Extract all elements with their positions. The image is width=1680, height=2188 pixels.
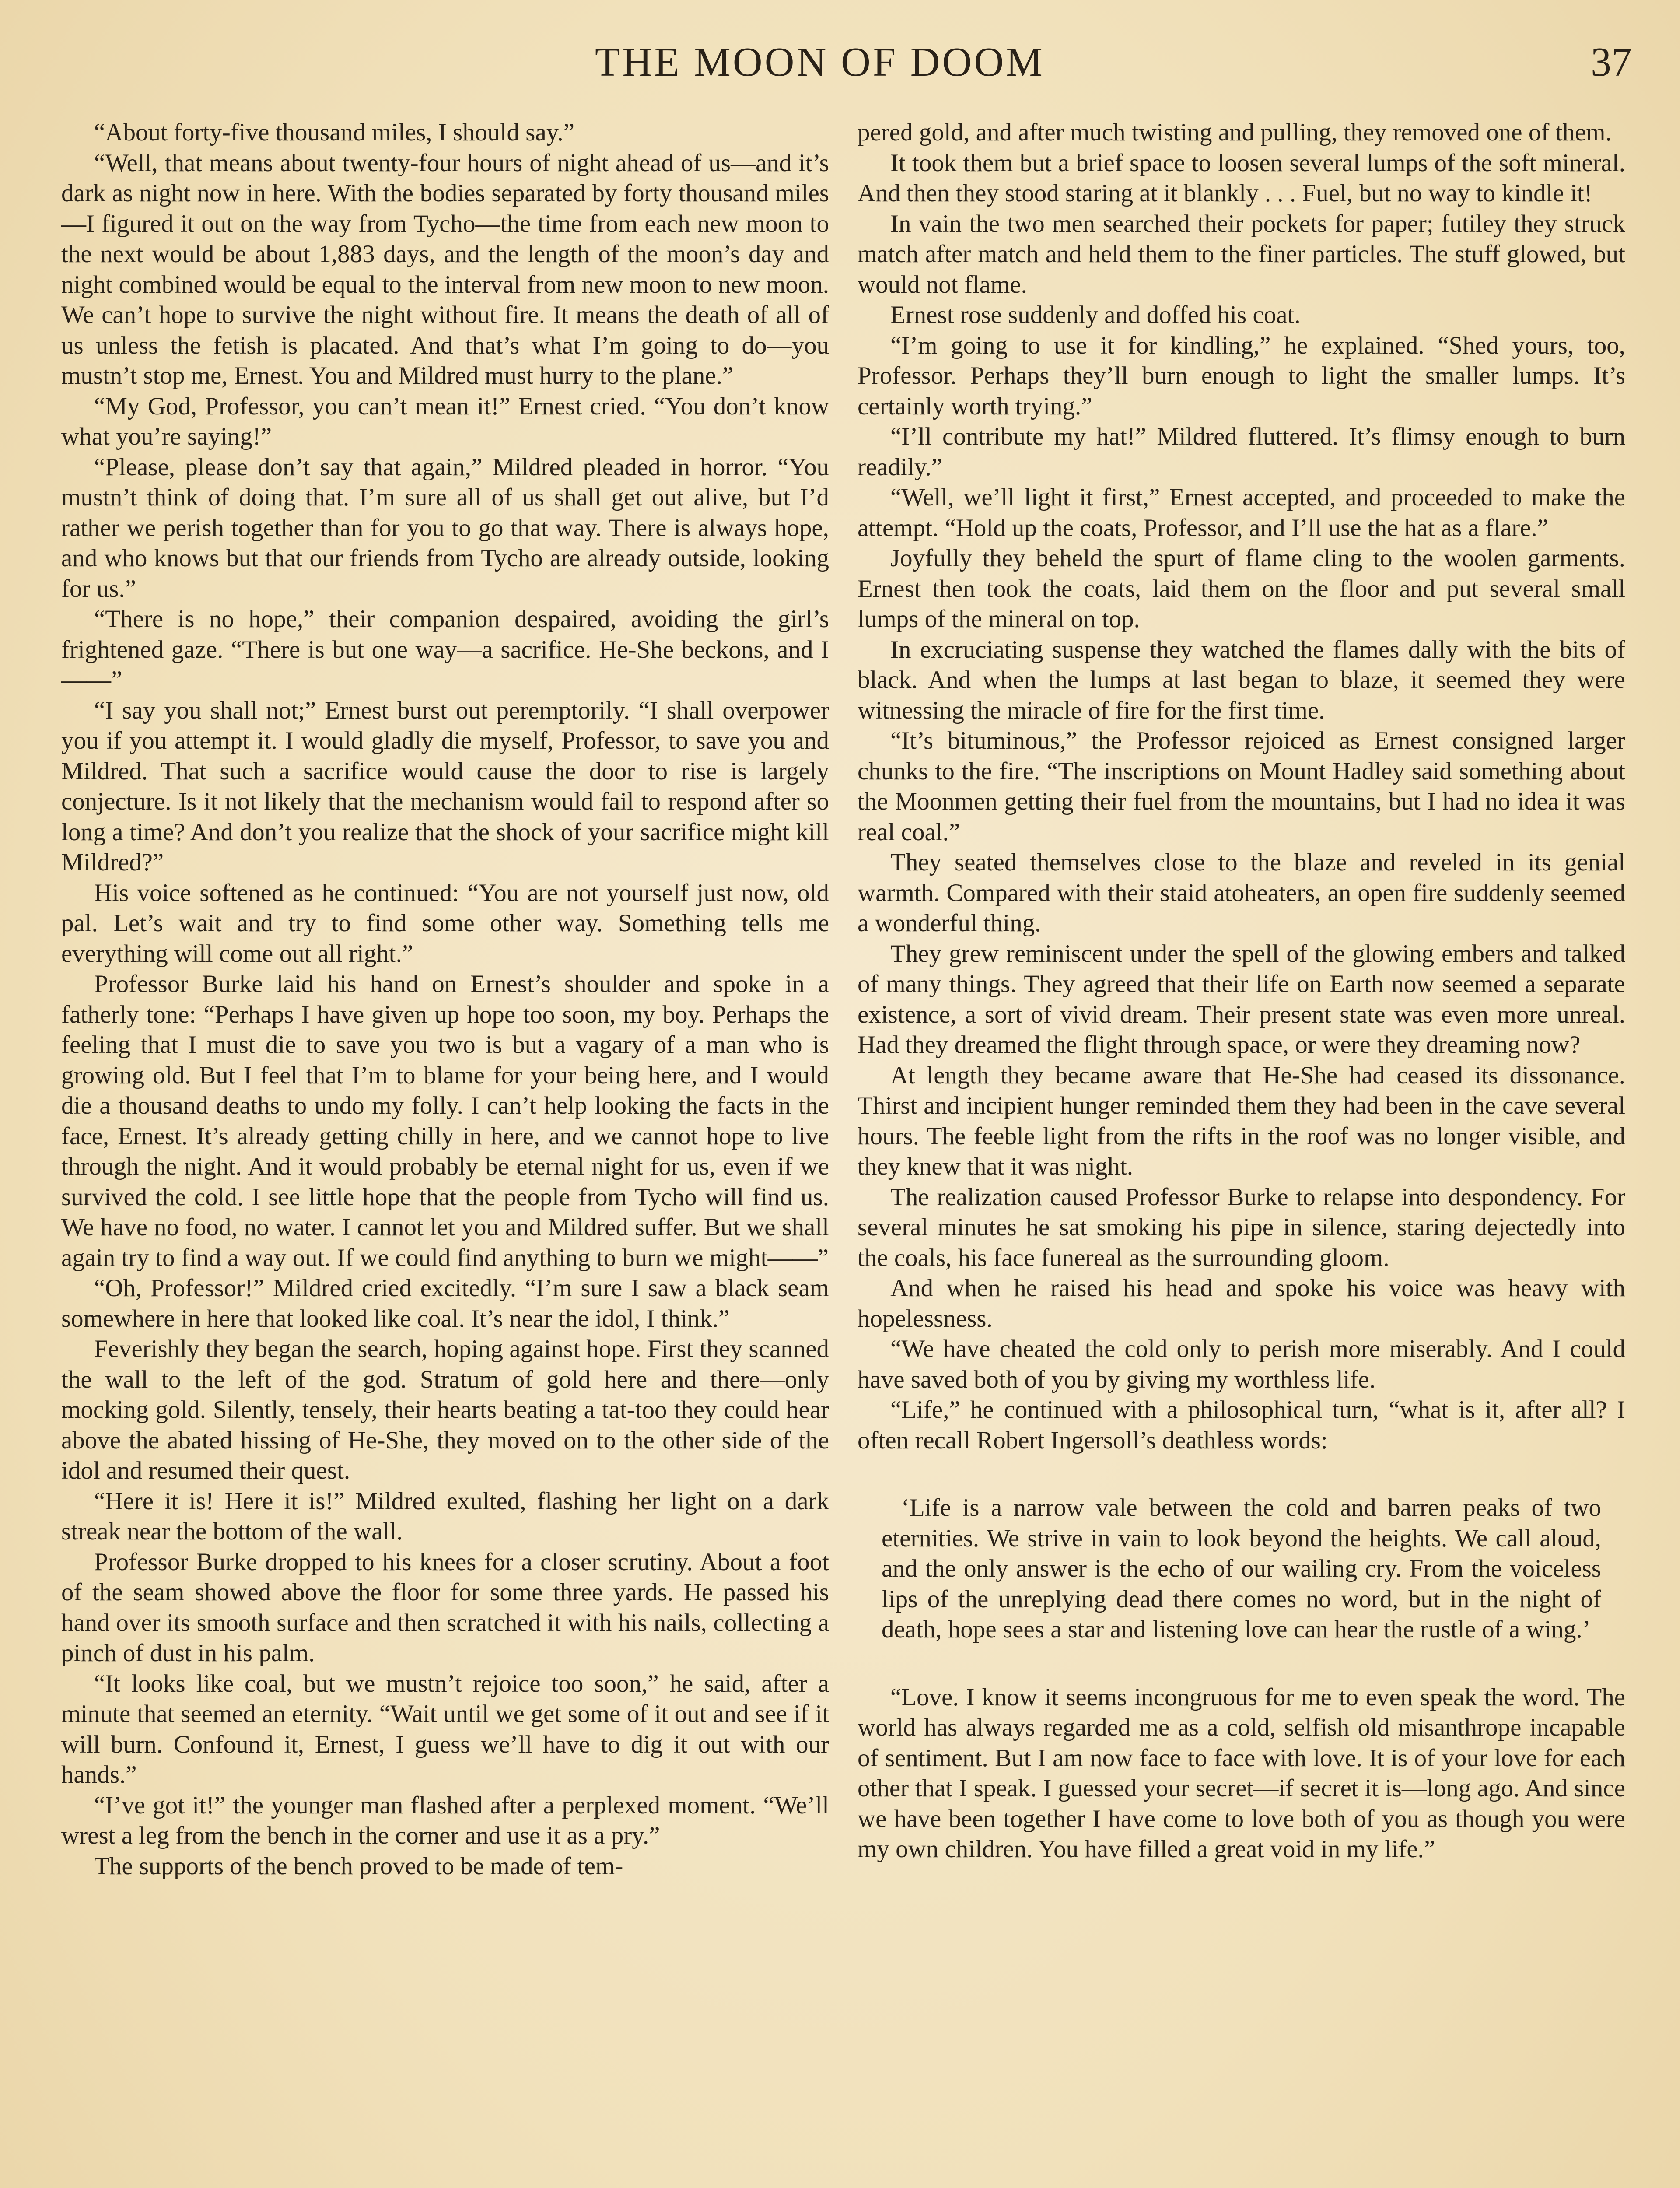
running-head xyxy=(0,34,1680,95)
paragraph: “It’s bituminous,” the Professor rejoiced as Ernest consigned larger chunks to the fire. “The inscriptions on Mount Hadley said something about the Moonmen getting their fuel from the mountains, but I had no idea it was real coal.” xyxy=(858,727,1625,846)
paragraph: And when he raised his head and spoke his voice was heavy with hopelessness. xyxy=(858,1274,1625,1332)
paragraph: Professor Burke dropped to his knees for a closer scrutiny. About a foot of the seam showed above the floor for some three yards. He passed his hand over its smooth surface and then scratched it with his nails, collecting a pinch of dust in his palm. xyxy=(61,1548,829,1667)
paragraph: “Love. I know it seems incongruous for me to even speak the word. The world has always regarded me as a cold, selfish old misanthrope incapable of sentiment. But I am now face to face with love. It is of your love for each other that I speak. I guessed your secret—if secret it is—long ago. And since we have been together I have come to love both of you as though you were my own children. You have filled a great void in my life.” xyxy=(858,1683,1625,1863)
paragraph: The realization caused Professor Burke to relapse into despondency. For several minutes he sat smoking his pipe in silence, staring dejectedly into the coals, his face funereal as the surrounding gloom. xyxy=(858,1183,1625,1272)
paragraph: “I’ve got it!” the younger man flashed after a perplexed moment. “We’ll wrest a leg from the bench in the corner and use it as a pry.” xyxy=(61,1791,829,1849)
paragraph: “Well, that means about twenty-four hours of night ahead of us—and it’s dark as night now in here. With the bodies separated by forty thousand miles—I figured it out on the way from Tycho—the time from each new moon to the next would be about 1,883 days, and the length of the moon’s day and night combined would be equal to the interval from new moon to new moon. We can’t hope to survive the night without fire. It means the death of all of us unless the fetish is placated. And that’s what I’m going to do—you mustn’t stop me, Ernest. You and Mildred must hurry to the plane.” xyxy=(61,149,829,389)
paragraph: “Please, please don’t say that again,” Mildred pleaded in horror. “You mustn’t think of doing that. I’m sure all of us shall get out alive, but I’d rather we perish together than for you to go that way. There is always hope, and who knows but that our friends from Tycho are already outside, looking for us.” xyxy=(61,453,829,603)
paragraph: Ernest rose suddenly and doffed his coat. xyxy=(890,301,1301,329)
paragraph: The supports of the bench proved to be made of tem- xyxy=(94,1852,623,1880)
page-title: THE MOON OF DOOM xyxy=(595,39,1045,85)
paragraph: “We have cheated the cold only to perish more miserably. And I could have saved both of you by giving my worthless life. xyxy=(858,1335,1625,1393)
paragraph: Joyfully they beheld the spurt of flame cling to the woolen garments. Ernest then took the coats, laid them on the floor and put several small lumps of the mineral on top. xyxy=(858,544,1625,633)
page-number: 37 xyxy=(1591,39,1632,85)
paragraph: “Here it is! Here it is!” Mildred exulted, flashing her light on a dark streak near the bottom of the wall. xyxy=(61,1487,829,1545)
paragraph: It took them but a brief space to loosen several lumps of the soft mineral. And then they stood staring at it blankly . . . Fuel, but no way to kindle it! xyxy=(858,149,1625,207)
paragraph: “About forty-five thousand miles, I should say.” xyxy=(94,119,575,146)
paragraph: His voice softened as he continued: “You are not yourself just now, old pal. Let’s wait and try to find some other way. Something tells me everything will come out all right.” xyxy=(61,879,829,968)
paragraph: “Well, we’ll light it first,” Ernest accepted, and proceeded to make the attempt. “Hold up the coats, Professor, and I’ll use the hat as a flare.” xyxy=(858,484,1625,542)
paragraph: “Oh, Professor!” Mildred cried excitedly. “I’m sure I saw a black seam somewhere in here that looked like coal. It’s near the idol, I think.” xyxy=(61,1274,829,1332)
left-column xyxy=(61,117,829,2188)
paragraph: “Life,” he continued with a philosophical turn, “what is it, after all? I often recall Robert Ingersoll’s deathless words: xyxy=(858,1396,1625,1454)
paragraph: They grew reminiscent under the spell of the glowing embers and talked of many things. They agreed that their life on Earth now seemed a separate existence, a sort of vivid dream. Their present state was even more unreal. Had they dreamed the flight through space, or were they dreaming now? xyxy=(858,940,1625,1059)
paragraph: “I’m going to use it for kindling,” he explained. “Shed yours, too, Professor. Perhaps they’ll burn enough to light the smaller lumps. It’s certainly worth trying.” xyxy=(858,331,1625,420)
paragraph: In vain the two men searched their pockets for paper; futiley they struck match after match and held them to the finer particles. The stuff glowed, but would not flame. xyxy=(858,210,1625,298)
paragraph: “I’ll contribute my hat!” Mildred fluttered. It’s flimsy enough to burn readily.” xyxy=(858,423,1625,481)
paragraph: They seated themselves close to the blaze and reveled in its genial warmth. Compared with their staid atoheaters, an open fire suddenly seemed a wonderful thing. xyxy=(858,849,1625,937)
paragraph: pered gold, and after much twisting and pulling, they removed one of them. xyxy=(858,119,1612,146)
paragraph: “My God, Professor, you can’t mean it!” Ernest cried. “You don’t know what you’re saying!” xyxy=(61,392,829,450)
block-quote: ‘Life is a narrow vale between the cold and barren peaks of two eternities. We strive in vain to look beyond the heights. We call aloud, and the only answer is the echo of our wailing cry. From the voiceless lips of the unreplying dead there comes no word, but in the night of death, hope sees a star and listening love can hear the rustle of a wing.’ xyxy=(882,1494,1601,1643)
paragraph: “I say you shall not;” Ernest burst out peremptorily. “I shall overpower you if you attempt it. I would gladly die myself, Professor, to save you and Mildred. That such a sacrifice would cause the door to rise is largely conjecture. Is it not likely that the mechanism would fail to respond after so long a time? And don’t you realize that the shock of your sacrifice might kill Mildred?” xyxy=(61,696,829,876)
paragraph: In excruciating suspense they watched the flames dally with the bits of black. And when the lumps at last began to blaze, it seemed they were witnessing the miracle of fire for the first time. xyxy=(858,635,1625,724)
paragraph: Feverishly they began the search, hoping against hope. First they scanned the wall to the left of the god. Stratum of gold here and there—only mocking gold. Silently, tensely, their hearts beating a tat-too they could hear above the abated hissing of He-She, they moved on to the other side of the idol and resumed their quest. xyxy=(61,1335,829,1484)
right-column xyxy=(858,117,1625,2188)
paragraph: At length they became aware that He-She had ceased its dissonance. Thirst and incipient hunger reminded them they had been in the cave several hours. The feeble light from the rifts in the roof was no longer visible, and they knew that it was night. xyxy=(858,1061,1625,1180)
paragraph: “There is no hope,” their companion despaired, avoiding the girl’s frightened gaze. “There is but one way—a sacrifice. He-She beckons, and I——” xyxy=(61,605,829,694)
paragraph: “It looks like coal, but we mustn’t rejoice too soon,” he said, after a minute that seemed an eternity. “Wait until we get some of it out and see if it will burn. Confound it, Ernest, I guess we’ll have to dig it out with our hands.” xyxy=(61,1669,829,1788)
paragraph: Professor Burke laid his hand on Ernest’s shoulder and spoke in a fatherly tone: “Perhaps I have given up hope too soon, my boy. Perhaps the feeling that I must die to save you two is but a vagary of a man who is growing old. But I feel that I’m to blame for your being here, and I would die a thousand deaths to undo my folly. I can’t help looking the facts in the face, Ernest. It’s already getting chilly in here, and we cannot hope to live through the night. And it would probably be eternal night for us, even if we survived the cold. I see little hope that the people from Tycho will find us. We have no food, no water. I cannot let you and Mildred suffer. But we shall again try to find a way out. If we could find anything to burn we might——” xyxy=(61,970,829,1272)
